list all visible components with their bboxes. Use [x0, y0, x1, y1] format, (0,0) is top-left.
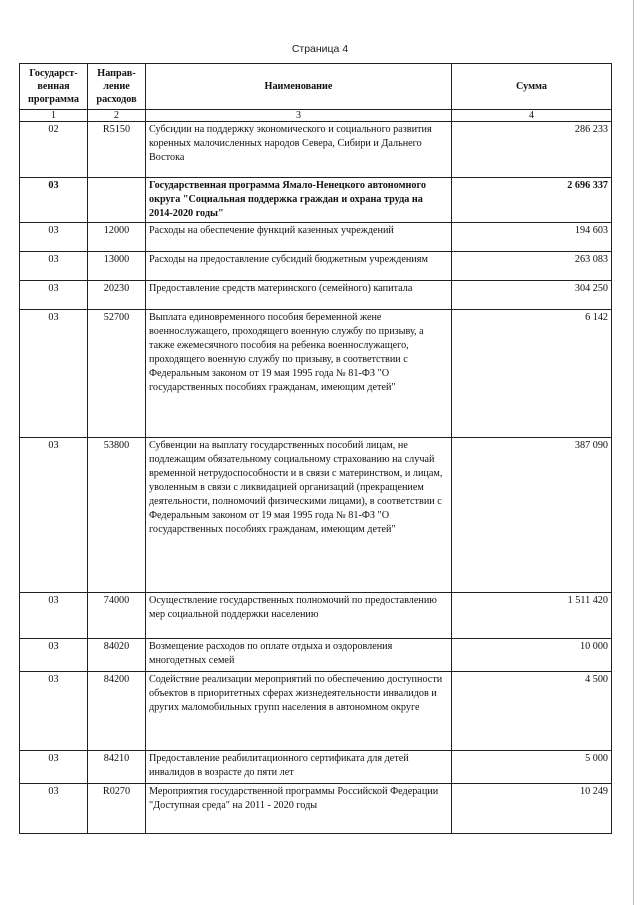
cell-name: Мероприятия государственной программы Российской Федерации "Доступная среда" на 2011 - 2020 годы — [146, 784, 452, 834]
cell-direction: 52700 — [88, 310, 146, 438]
table-row — [20, 310, 612, 438]
page-edge-line — [633, 0, 634, 905]
table-row — [20, 784, 612, 834]
table-row — [20, 178, 612, 223]
cell-sum: 4 500 — [452, 672, 612, 751]
cell-name: Субвенции на выплату государственных пособий лицам, не подлежащим обязательному социальному страхованию на случай временной нетрудоспособности и в связи с материнством, и лицам, уволенным в связи с ликвидацией организаций (прекращением деятельности, полномочий физическими лицами), в соответствии с Федеральным законом от 19 мая 1995 года № 81-ФЗ "О государственных пособиях гражданам, имеющим детей" — [146, 438, 452, 593]
column-number: 4 — [452, 110, 612, 122]
cell-name: Содействие реализации мероприятий по обеспечению доступности объектов в приоритетных сферах жизнедеятельности инвалидов и других маломобильных групп населения в автономном округе — [146, 672, 452, 751]
cell-program: 03 — [20, 178, 88, 223]
cell-program: 03 — [20, 639, 88, 672]
cell-program: 03 — [20, 751, 88, 784]
cell-name: Возмещение расходов по оплате отдыха и оздоровления многодетных семей — [146, 639, 452, 672]
header-direction: Направ-ление расходов — [88, 64, 146, 110]
table-row — [20, 252, 612, 281]
table-row — [20, 593, 612, 639]
header-row — [20, 64, 612, 110]
cell-name: Выплата единовременного пособия беременной жене военнослужащего, проходящего военную службу по призыву, а также ежемесячного пособия на ребенка военнослужащего, проходящего военную службу по призыву, в соответствии с Федеральным законом от 19 мая 1995 года № 81-ФЗ "О государственных пособиях гражданам, имеющим детей" — [146, 310, 452, 438]
table-body — [20, 122, 612, 834]
table-row — [20, 751, 612, 784]
table-row — [20, 122, 612, 178]
cell-direction: R0270 — [88, 784, 146, 834]
table-row — [20, 438, 612, 593]
column-number-row — [20, 110, 612, 122]
cell-sum: 5 000 — [452, 751, 612, 784]
cell-program: 03 — [20, 438, 88, 593]
cell-name: Расходы на предоставление субсидий бюджетным учреждениям — [146, 252, 452, 281]
cell-program: 03 — [20, 223, 88, 252]
cell-program: 03 — [20, 310, 88, 438]
cell-sum: 387 090 — [452, 438, 612, 593]
cell-name: Осуществление государственных полномочий по предоставлению мер социальной поддержки населению — [146, 593, 452, 639]
cell-sum: 10 249 — [452, 784, 612, 834]
cell-sum: 194 603 — [452, 223, 612, 252]
cell-direction: R5150 — [88, 122, 146, 178]
cell-name: Предоставление реабилитационного сертификата для детей инвалидов в возрасте до пяти лет — [146, 751, 452, 784]
cell-direction: 84210 — [88, 751, 146, 784]
cell-name: Субсидии на поддержку экономического и социального развития коренных малочисленных народов Севера, Сибири и Дальнего Востока — [146, 122, 452, 178]
header-program: Государст-венная программа — [20, 64, 88, 110]
table-row — [20, 281, 612, 310]
cell-sum: 2 696 337 — [452, 178, 612, 223]
table-row — [20, 223, 612, 252]
cell-direction: 84020 — [88, 639, 146, 672]
column-number: 2 — [88, 110, 146, 122]
cell-sum: 6 142 — [452, 310, 612, 438]
cell-name: Расходы на обеспечение функций казенных учреждений — [146, 223, 452, 252]
cell-direction: 13000 — [88, 252, 146, 281]
cell-sum: 263 083 — [452, 252, 612, 281]
cell-direction: 20230 — [88, 281, 146, 310]
cell-direction: 53800 — [88, 438, 146, 593]
cell-sum: 304 250 — [452, 281, 612, 310]
header-sum: Сумма — [452, 64, 612, 110]
cell-program: 03 — [20, 784, 88, 834]
cell-sum: 286 233 — [452, 122, 612, 178]
cell-program: 03 — [20, 281, 88, 310]
cell-program: 02 — [20, 122, 88, 178]
cell-sum: 1 511 420 — [452, 593, 612, 639]
cell-program: 03 — [20, 252, 88, 281]
table-row — [20, 672, 612, 751]
column-number: 3 — [146, 110, 452, 122]
cell-direction: 84200 — [88, 672, 146, 751]
cell-sum: 10 000 — [452, 639, 612, 672]
table-row — [20, 639, 612, 672]
budget-table — [19, 63, 612, 834]
page-number-header: Страница 4 — [291, 43, 349, 55]
header-name: Наименование — [146, 64, 452, 110]
column-number: 1 — [20, 110, 88, 122]
cell-direction — [88, 178, 146, 223]
cell-name: Государственная программа Ямало-Ненецкого автономного округа "Социальная поддержка граждан и охрана труда на 2014-2020 годы" — [146, 178, 452, 223]
cell-program: 03 — [20, 672, 88, 751]
cell-program: 03 — [20, 593, 88, 639]
cell-direction: 74000 — [88, 593, 146, 639]
cell-name: Предоставление средств материнского (семейного) капитала — [146, 281, 452, 310]
cell-direction: 12000 — [88, 223, 146, 252]
